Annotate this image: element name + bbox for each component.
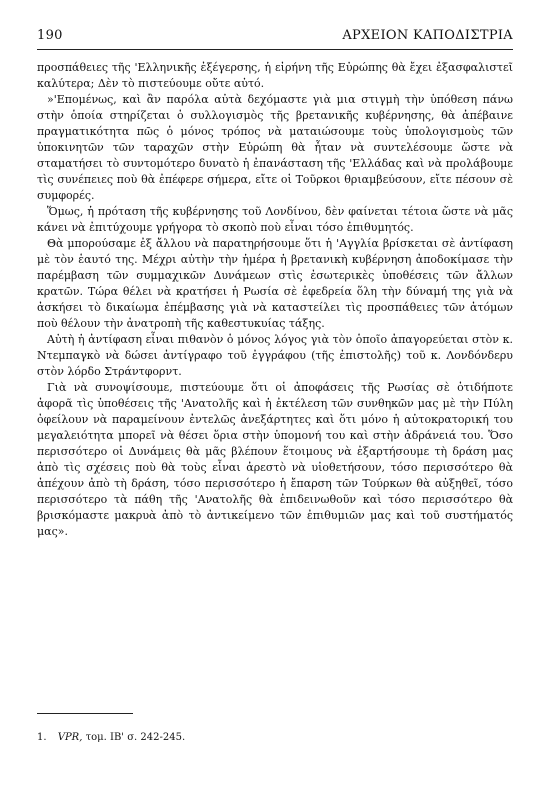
- running-title: ΑΡΧΕΙΟΝ ΚΑΠΟΔΙΣΤΡΙΑ: [342, 28, 513, 43]
- body-text: [37, 60, 513, 540]
- paragraph: Θὰ μπορούσαμε ἐξ ἄλλου νὰ παρατηρήσουμε ὅτι ἡ 'Αγγλία βρίσκεται σὲ ἀντίφαση μὲ τὸν ἑαυτό της. Μέχρι αὐτὴν τὴν ἡμέρα ἡ βρετανικὴ κυβέρνηση ἀποδοκίμασε τὴν παρέμβαση τῶν συμμαχικῶν Δυνάμεων στὶς ἐσωτερικὲς ὑποθέσεις τῶν ἄλλων κρατῶν. Τώρα θέλει νὰ κρατήσει ἡ Ρωσία σὲ ἐφεδρεία ὅλη τὴν δύναμή της γιὰ νὰ ἀσκήσει τὸ δικαίωμα ἐπέμβασης γιὰ νὰ καταστείλει τὶς προσπάθειες τῶν ἀτόμων ποὺ θέλουν τὴν ἀνατροπὴ τῆς καθεστυκυίας τάξης.: [37, 237, 513, 330]
- footnote-rule: [37, 713, 133, 714]
- page-number: 190: [37, 28, 63, 43]
- paragraph: »'Επομένως, καὶ ἂν παρόλα αὐτὰ δεχόμαστε γιὰ μια στιγμὴ τὴν ὑπόθεση πάνω στὴν ὁποία στηρίζεται ὁ συλλογισμὸς τῆς βρετανικῆς κυβέρνησης, θὰ ἀπέβαινε πραγματικότητα πῶς ὁ μόνος τρόπος νὰ ματαιώσουμε τοὺς ὑπολογισμοὺς τῶν ὑποκινητῶν τῶν ταραχῶν στὴν Εὐρώπη θὰ ἦταν νὰ συντελέσουμε ὥστε νὰ σταματήσει τὸ συντομότερο δυνατὸ ἡ ἐπανάσταση τῆς 'Ελλάδας καὶ νὰ προλάβουμε τὶς συνέπειες ποὺ θὰ ἐπέφερε σήμερα, εἴτε οἱ Τοῦρκοι θριαμβεύσουν, εἴτε πέσουν σὲ συμφορές.: [37, 93, 513, 202]
- header-rule: [37, 49, 513, 50]
- paragraph: Αὐτὴ ἡ ἀντίφαση εἶναι πιθανὸν ὁ μόνος λόγος γιὰ τὸν ὁποῖο ἀπαγορεύεται στὸν κ. Ντεμπαγκὸ νὰ δώσει ἀντίγραφο τοῦ ἐγγράφου (τῆς ἐπιστολῆς) τοῦ κ. Λονδόνδερυ στὸν λόρδο Στράντφορντ.: [37, 333, 513, 378]
- paragraph: προσπάθειες τῆς 'Ελληνικῆς ἐξέγερσης, ἡ εἰρήνη τῆς Εὐρώπης θὰ ἔχει ἐξασφαλιστεῖ καλύτερα; Δὲν τὸ πιστεύουμε οὔτε αὐτό.: [37, 61, 513, 90]
- paragraph: Ὅμως, ἡ πρόταση τῆς κυβέρνησης τοῦ Λονδίνου, δὲν φαίνεται τέτοια ὥστε νὰ μᾶς κάνει νὰ ἐπιτύχουμε γρήγορα τὸ σκοπὸ ποὺ εἶναι τόσο ἐπιθυμητός.: [37, 205, 513, 234]
- footnote-source: VPR,: [57, 732, 83, 743]
- footnote-number: 1.: [37, 732, 47, 743]
- page-header: [37, 28, 513, 48]
- paragraph: Γιὰ νὰ συνοψίσουμε, πιστεύουμε ὅτι οἱ ἀποφάσεις τῆς Ρωσίας σὲ ὁτιδήποτε ἀφορᾶ τὶς ὑποθέσεις τῆς 'Ανατολῆς καὶ ἡ ἐκτέλεση τῶν συνθηκῶν μας μὲ τὴν Πύλη ὀφείλουν νὰ παραμείνουν ἐντελῶς ἀνεξάρτητες καὶ ὅτι μόνο ἡ αὐτοκρατορική του μεγαλειότητα μπορεῖ νὰ θέσει ὅρια στὴν ὑπομονή του καὶ στὴν ἀδράνειά του. Ὅσο περισσότερο οἱ Δυνάμεις θὰ μᾶς βλέπουν ἕτοιμους νὰ ἐξαρτήσουμε τὴ δράση μας ἀπὸ τὶς σχέσεις ποὺ θὰ τοὺς εἶναι ἀρεστὸ νὰ υἱοθετήσουν, τόσο περισσότερο θὰ ἀπέχουν ἀπὸ τὴ δράση, τόσο περισσότερο ἡ ἔπαρση τῶν Τούρκων θὰ αὐξηθεῖ, τόσο περισσότερο τὰ πάθη τῆς 'Ανατολῆς θὰ ἐπιδεινωθοῦν καὶ τόσο περισσότερο θὰ βρισκόμαστε μακρυὰ ἀπὸ τὸ ἀντικείμενο τῶν ἐπιθυμιῶν μας καὶ τοῦ συστήματός μας».: [37, 381, 513, 538]
- footnote-reference: τομ. ΙΒ' σ. 242-245.: [85, 732, 186, 743]
- footnote: [37, 731, 185, 745]
